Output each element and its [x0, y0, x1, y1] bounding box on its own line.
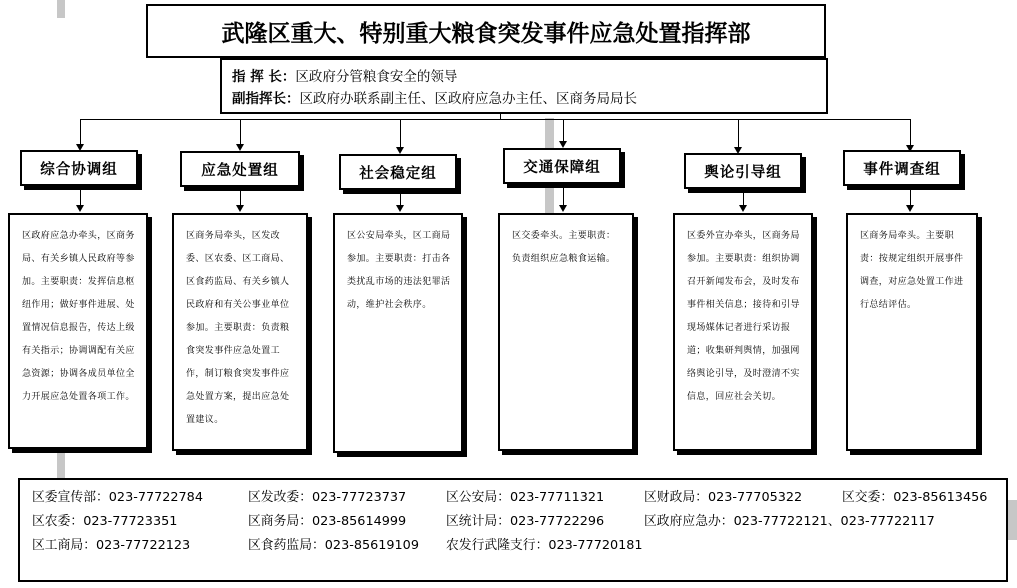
chief-label: 指 挥 长：: [232, 69, 296, 85]
connector-line: [910, 119, 911, 145]
connector-line: [80, 188, 81, 205]
connector-line: [563, 186, 564, 205]
connector-line: [738, 119, 739, 147]
connector-line: [240, 189, 241, 205]
contact-entry: 区财政局：023-77705322: [644, 490, 803, 505]
connector-line: [563, 119, 564, 141]
chief-row: [232, 66, 816, 88]
contacts-row: [32, 486, 994, 510]
group-header-stability: 社会稳定组: [339, 154, 457, 190]
deputy-row: [232, 88, 816, 110]
contact-entry: 区政府应急办：023-77722121、023-77722117: [644, 514, 935, 529]
arrow-down-icon: [236, 205, 244, 212]
group-desc-coordination: 区政府应急办牵头，区商务局、有关乡镇人民政府等参加。主要职责：发挥信息枢纽作用；做好事件进展、处置情况信息报告，传达上级有关指示；协调调配有关应急资源；协调各成员单位全力开展应急处置各项工作。: [8, 213, 148, 449]
group-header-transport: 交通保障组: [503, 148, 621, 184]
gray-bar: [57, 452, 65, 478]
connector-line: [80, 119, 81, 144]
contact-entry: 区工商局：023-77722123: [32, 538, 191, 553]
group-desc-emergency: 区商务局牵头，区发改委、区农委、区工商局、区食药监局、有关乡镇人民政府和有关公事业单位参加。主要职责：负责粮食突发事件应急处置工作，制订粮食突发事件应急处置方案，提出应急处置建议。: [172, 213, 308, 451]
contact-entry: 区交委：023-85613456: [842, 490, 988, 505]
arrow-down-icon: [76, 205, 84, 212]
arrow-down-icon: [559, 141, 567, 148]
contacts-box: [18, 478, 1008, 582]
contacts-row: [32, 534, 994, 558]
arrow-down-icon: [739, 205, 747, 212]
connector-line: [743, 190, 744, 205]
contact-entry: 区商务局：023-85614999: [248, 514, 407, 529]
group-header-coordination: 综合协调组: [20, 150, 138, 186]
group-header-investigation: 事件调查组: [843, 150, 961, 186]
group-desc-stability: 区公安局牵头，区工商局参加。主要职责：打击各类扰乱市场的违法犯罪活动，维护社会秩序。: [333, 213, 463, 453]
gray-bar: [57, 0, 65, 18]
contact-entry: 区公安局：023-77711321: [446, 490, 605, 505]
contact-entry: 区农委：023-77723351: [32, 514, 178, 529]
contact-entry: 区委宣传部：023-77722784: [32, 490, 203, 505]
group-header-opinion: 舆论引导组: [684, 153, 802, 189]
commander-box: [220, 58, 828, 114]
arrow-down-icon: [906, 205, 914, 212]
connector-line: [80, 119, 910, 120]
arrow-down-icon: [396, 205, 404, 212]
connector-line: [400, 192, 401, 205]
connector-line: [240, 119, 241, 144]
group-desc-transport: 区交委牵头。主要职责：负责组织应急粮食运输。: [498, 213, 634, 451]
group-desc-investigation: 区商务局牵头。主要职责：按规定组织开展事件调查，对应急处置工作进行总结评估。: [846, 213, 978, 451]
group-header-emergency: 应急处置组: [180, 151, 300, 187]
connector-line: [910, 188, 911, 205]
contact-entry: 区食药监局：023-85619109: [248, 538, 419, 553]
arrow-down-icon: [236, 144, 244, 151]
chief-value: 区政府分管粮食安全的领导: [295, 69, 458, 85]
contacts-row: [32, 510, 994, 534]
contact-entry: 区发改委：023-77723737: [248, 490, 407, 505]
arrow-down-icon: [559, 205, 567, 212]
contact-entry: 区统计局：023-77722296: [446, 514, 605, 529]
page-title: 武隆区重大、特别重大粮食突发事件应急处置指挥部: [146, 4, 826, 58]
contact-entry: 农发行武隆支行：023-77720181: [446, 538, 643, 553]
arrow-down-icon: [396, 147, 404, 154]
deputy-label: 副指挥长：: [232, 91, 300, 107]
group-desc-opinion: 区委外宣办牵头，区商务局参加。主要职责：组织协调召开新闻发布会，及时发布事件相关信息；接待和引导现场媒体记者进行采访报道；收集研判舆情，加强网络舆论引导，及时澄清不实信息，回应社会关切。: [673, 213, 813, 451]
deputy-value: 区政府办联系副主任、区政府应急办主任、区商务局局长: [299, 91, 637, 107]
connector-line: [400, 119, 401, 147]
